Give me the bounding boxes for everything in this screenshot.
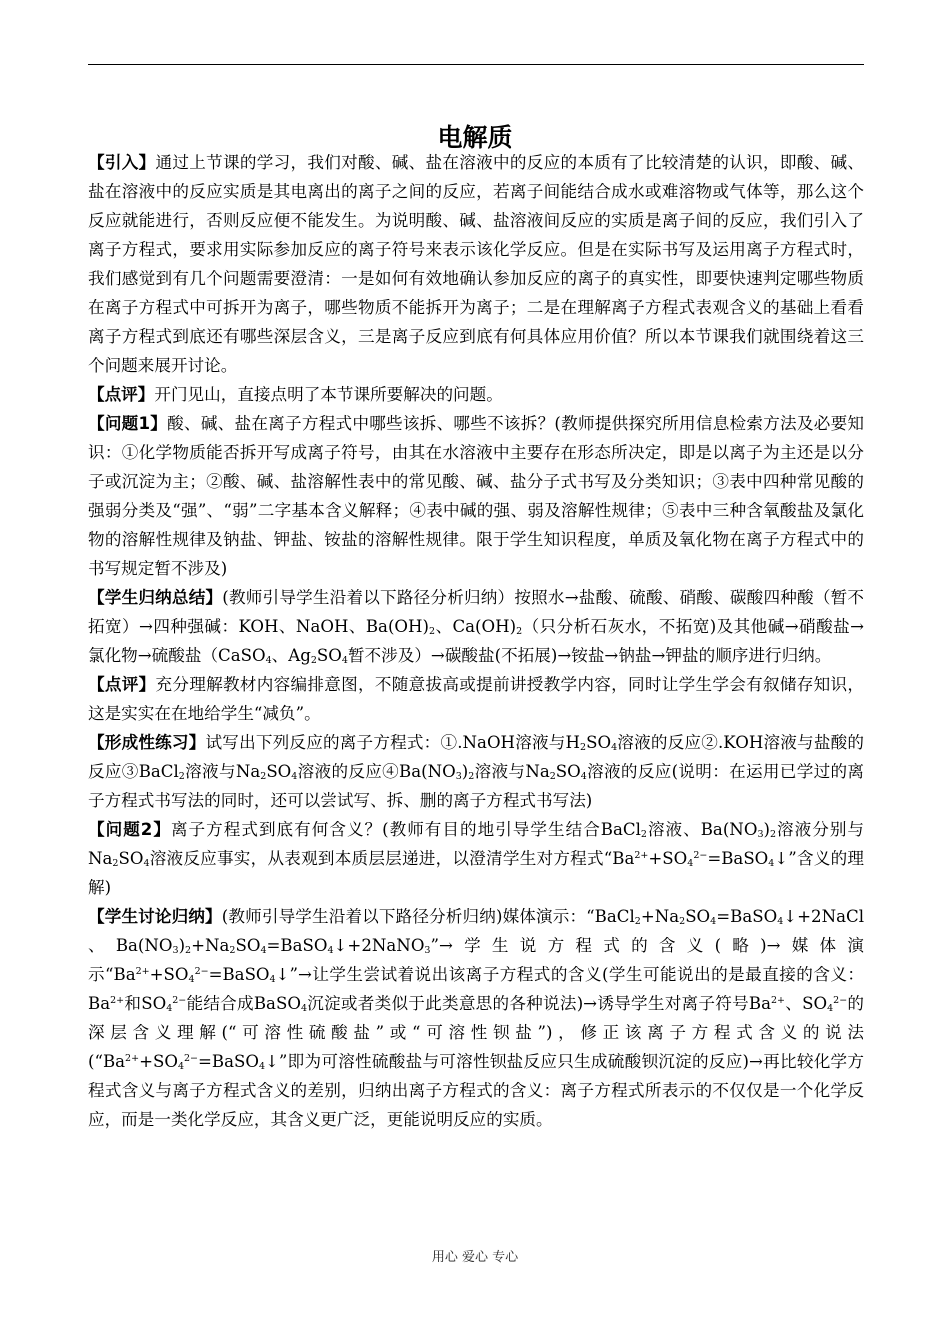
section-label: 【问题2】 [88, 820, 171, 839]
text-run: ↓+2NaNO [333, 936, 425, 955]
subscript: 4 [166, 1003, 173, 1014]
subscript: 4 [341, 655, 348, 666]
subscript: 2 [310, 655, 317, 666]
superscript: 2− [172, 995, 187, 1006]
text-run: =BaSO [208, 965, 270, 984]
document-body [88, 148, 864, 1134]
text-run: 试写出下列反应的离子方程式：①.NaOH溶液与H [205, 733, 581, 752]
subscript: 4 [611, 742, 618, 753]
text-run: =BaSO [198, 1052, 259, 1071]
subscript: 2 [640, 829, 647, 840]
superscript: 2+ [771, 995, 786, 1006]
text-run: SO [685, 907, 711, 926]
text-run: SO [555, 762, 581, 781]
subscript: 4 [258, 1061, 266, 1072]
paragraph-text: 酸、碱、盐在离子方程式中哪些该拆、哪些不该拆？(教师提供探究所用信息检索方法及必要知识：①化学物质能否拆开写成离子符号，由其在水溶液中主要存在形态所决定，即是以离子为主还是以分子或沉淀为主；②酸、碱、盐溶解性表中的常见酸、碱、盐分子式书写及分类知识；③表中四种常见酸的强弱分类及“强”、“弱”二字基本含义解释；④表中碱的强、弱及溶解性规律；⑤表中三种含氧酸盐及氯化物的溶解性规律及钠盐、钾盐、铵盐的溶解性规律。限于学生知识程度，单质及氧化物在离子方程式中的书写规定暂不涉及) [88, 414, 864, 578]
subscript: 4 [269, 974, 276, 985]
subscript: 4 [260, 945, 267, 956]
subscript: 2 [112, 858, 119, 869]
text-run: ”→学生说方程式的含义(略)→媒体演示“Ba [88, 936, 864, 984]
subscript: 3 [172, 945, 179, 956]
superscript: 2+ [135, 966, 150, 977]
text-run: 的深层含义理解(“可溶性硫酸盐”或“可溶性钡盐”)，修正该离子方程式含义的说法(“Ba [88, 994, 865, 1071]
section-label: 【学生归纳总结】 [88, 588, 223, 607]
text-run: 溶液分别与Na [88, 820, 865, 868]
section-label: 【学生讨论归纳】 [88, 907, 222, 926]
paragraph-student-summary [88, 583, 864, 670]
text-run: SO [235, 936, 261, 955]
text-run: (教师引导学生沿着以下路径分析归纳）按照水→盐酸、硫酸、硝酸、碳酸四种酸（暂不拓宽）→四种强碱：KOH、NaOH、Ba(OH) [88, 588, 864, 636]
subscript: 2 [679, 916, 686, 927]
text-run: 能结合成BaSO [186, 994, 301, 1013]
text-run: ↓”即为可溶性硫酸盐与可溶性钡盐反应只生成硫酸钡沉淀的反应)→再比较化学方程式含义与离子方程式含义的差别，归纳出离子方程式的含义：离子方程式所表示的不仅仅是一个化学反应，而是一类化学反应，其含义更广泛，更能说明反应的实质。 [88, 1052, 864, 1129]
text-run: 、Ag [271, 646, 311, 665]
subscript: 4 [687, 858, 694, 869]
subscript: 2 [580, 742, 587, 753]
text-run: SO [118, 849, 144, 868]
subscript: 2 [185, 945, 192, 956]
subscript: 4 [300, 1003, 307, 1014]
subscript: 4 [327, 945, 334, 956]
subscript: 2 [178, 771, 185, 782]
text-run: SO [266, 762, 292, 781]
text-run: (教师引导学生沿着以下路径分析归纳)媒体演示：“BaCl [221, 907, 635, 926]
superscript: 2+ [125, 1053, 140, 1064]
subscript: 4 [291, 771, 298, 782]
subscript: 4 [710, 916, 717, 927]
section-label: 【点评】 [88, 385, 155, 404]
paragraph-question-2 [88, 815, 864, 902]
subscript: 3 [757, 829, 764, 840]
superscript: 2− [194, 966, 209, 977]
superscript: 2− [833, 995, 848, 1006]
subscript: 4 [827, 1003, 834, 1014]
subscript: 3 [424, 945, 431, 956]
superscript: 2− [693, 850, 708, 861]
superscript: 2+ [634, 850, 649, 861]
text-run: 、SO [785, 994, 828, 1013]
text-run: 沉淀或者类似于此类意思的各种说法)→诱导学生对离子符号Ba [306, 994, 772, 1013]
text-run: （只分析石灰水，不拓宽)及其他碱→硝酸盐→氯化物→硫酸盐（CaSO [88, 617, 865, 665]
paragraph-text: 通过上节课的学习，我们对酸、碱、盐在溶液中的反应的本质有了比较清楚的认识，即酸、碱、盐在溶液中的反应实质是其电离出的离子之间的反应，若离子间能结合成水或难溶物或气体等，那么这个反应就能进行，否则反应便不能发生。为说明酸、碱、盐溶液间反应的实质是离子间的反应，我们引入了离子方程式，要求用实际参加反应的离子符号来表示该化学反应。但是在实际书写及运用离子方程式时，我们感觉到有几个问题需要澄清：一是如何有效地确认参加反应的离子的真实性，即要快速判定哪些物质在离子方程式中可拆开为离子，哪些物质不能拆开为离子；二是在理解离子方程式表观含义的基础上看看离子方程式到底还有哪些深层含义，三是离子反应到底有何具体应用价值？所以本节课我们就围绕着这三个问题来展开讨论。 [88, 153, 865, 375]
paragraph-student-discussion [88, 902, 864, 1134]
superscript: 2− [184, 1053, 199, 1064]
subscript: 2 [428, 626, 436, 637]
text-run: ) [763, 820, 770, 839]
text-run: =BaSO [266, 936, 328, 955]
subscript: 4 [580, 771, 587, 782]
text-run: +SO [149, 965, 189, 984]
text-run: 离子方程式到底有何含义？(教师有目的地引导学生结合BaCl [170, 820, 641, 839]
text-run: 溶液反应事实，从表观到本质层层递进，以澄清学生对方程式“Ba [149, 849, 635, 868]
text-run: ↓”含义的理解) [88, 849, 864, 897]
paragraph-text: 开门见山，直接点明了本节课所要解决的问题。 [154, 385, 503, 404]
text-run: +Na [640, 907, 680, 926]
subscript: 2 [549, 771, 556, 782]
text-run: 溶液与Na [184, 762, 261, 781]
text-run: 暂不涉及）→碳酸盐(不拓展)→铵盐→钠盐→钾盐的顺序进行归纳。 [347, 646, 832, 665]
text-run: ↓”→让学生尝试着说出该离子方程式的含义(学生可能说出的是最直接的含义：Ba [88, 965, 864, 1013]
text-run: =BaSO [716, 907, 778, 926]
subscript: 2 [468, 771, 475, 782]
text-run: 溶液的反应(说明：在运用已学过的离子方程式书写法的同时，还可以尝试写、拆、删的离子方程式书写法) [88, 762, 864, 810]
superscript: 2+ [110, 995, 125, 1006]
paragraph-comment-2 [88, 670, 864, 728]
subscript: 3 [455, 771, 462, 782]
document-title: 电解质 [437, 123, 513, 152]
text-run: ) [461, 762, 469, 781]
subscript: 4 [768, 858, 775, 869]
text-run: ↓+2NaCl 、Ba(NO [88, 907, 865, 955]
paragraph-comment-1 [88, 380, 864, 409]
text-run: 溶液、Ba(NO [646, 820, 758, 839]
subscript: 2 [229, 945, 236, 956]
paragraph-question-1 [88, 409, 864, 583]
subscript: 4 [143, 858, 150, 869]
text-run: SO [586, 733, 612, 752]
paragraph-introduction [88, 148, 864, 380]
text-run: +SO [648, 849, 688, 868]
text-run: 溶液的反应②.KOH溶液与盐酸的反应③BaCl [88, 733, 865, 781]
section-label: 【引入】 [88, 153, 156, 172]
text-run: 、Ca(OH) [435, 617, 517, 636]
page-footer: 用心 爱心 专心 [431, 1250, 519, 1265]
subscript: 2 [634, 916, 641, 927]
text-run: 溶液与Na [474, 762, 550, 781]
text-run: SO [316, 646, 342, 665]
text-run: ) [178, 936, 186, 955]
subscript: 2 [260, 771, 267, 782]
subscript: 4 [188, 974, 195, 985]
text-run: =BaSO [707, 849, 769, 868]
text-run: +SO [139, 1052, 178, 1071]
paragraph-formative-exercise [88, 728, 864, 815]
section-label: 【点评】 [88, 675, 156, 694]
subscript: 2 [516, 626, 523, 637]
subscript: 4 [265, 655, 272, 666]
text-run: +Na [191, 936, 230, 955]
section-label: 【问题1】 [88, 414, 168, 433]
section-label: 【形成性练习】 [88, 733, 206, 752]
subscript: 4 [777, 916, 784, 927]
header-rule [88, 64, 864, 65]
text-run: 溶液的反应④Ba(NO [297, 762, 456, 781]
paragraph-text: 充分理解教材内容编排意图，不随意拔高或提前讲授教学内容，同时让学生学会有叙储存知识，这是实实在在地给学生“减负”。 [88, 675, 865, 723]
subscript: 2 [769, 829, 777, 840]
text-run: 和SO [124, 994, 167, 1013]
subscript: 4 [177, 1061, 184, 1072]
